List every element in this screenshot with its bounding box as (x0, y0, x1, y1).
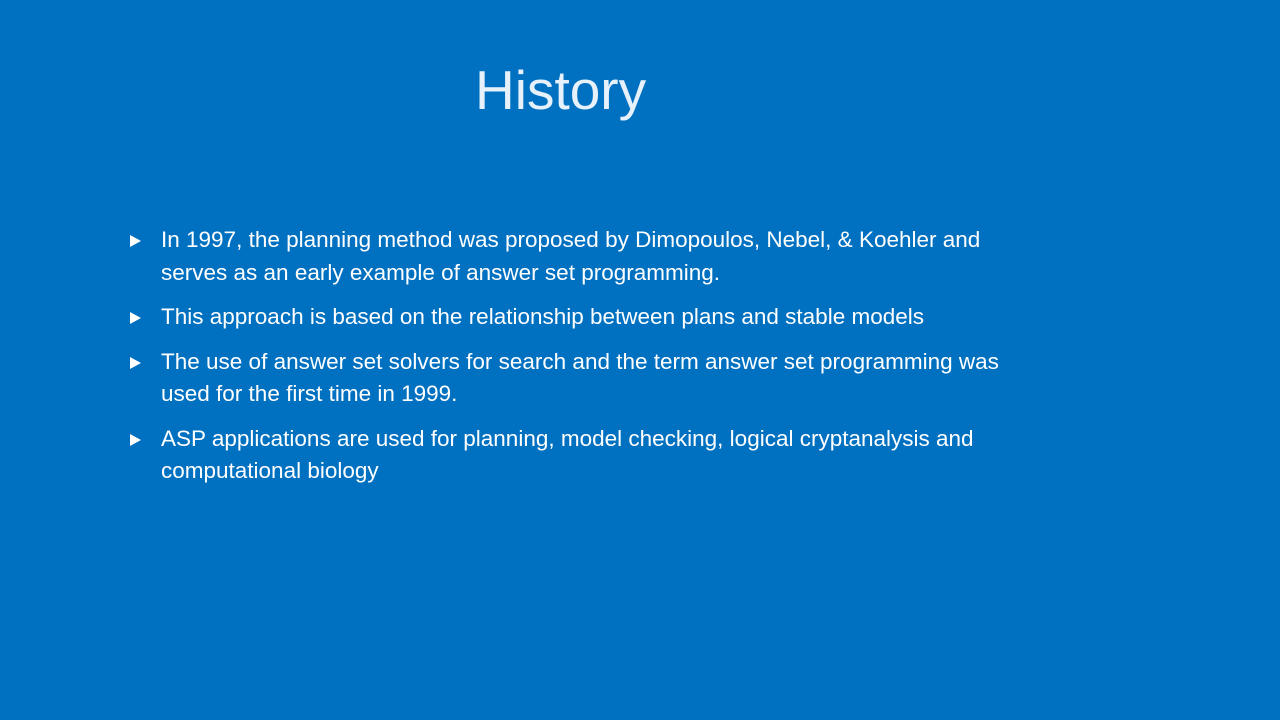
triangle-bullet-icon (130, 434, 141, 446)
triangle-bullet-icon (130, 235, 141, 247)
bullet-item (130, 346, 1010, 411)
triangle-bullet-icon (130, 312, 141, 324)
bullet-text: This approach is based on the relationship between plans and stable models (161, 304, 924, 329)
bullet-item (130, 224, 1010, 289)
bullet-text: The use of answer set solvers for search and the term answer set programming was used for the first time in 1999. (161, 348, 999, 406)
bullet-list (130, 224, 1010, 500)
triangle-bullet-icon (130, 357, 141, 369)
bullet-text: ASP applications are used for planning, model checking, logical cryptanalysis and computational biology (161, 425, 974, 483)
bullet-item (130, 423, 1010, 488)
bullet-text: In 1997, the planning method was proposed by Dimopoulos, Nebel, & Koehler and serves as an early example of answer set programming. (161, 227, 981, 285)
slide-title: History (475, 59, 647, 121)
bullet-item (130, 301, 1010, 334)
